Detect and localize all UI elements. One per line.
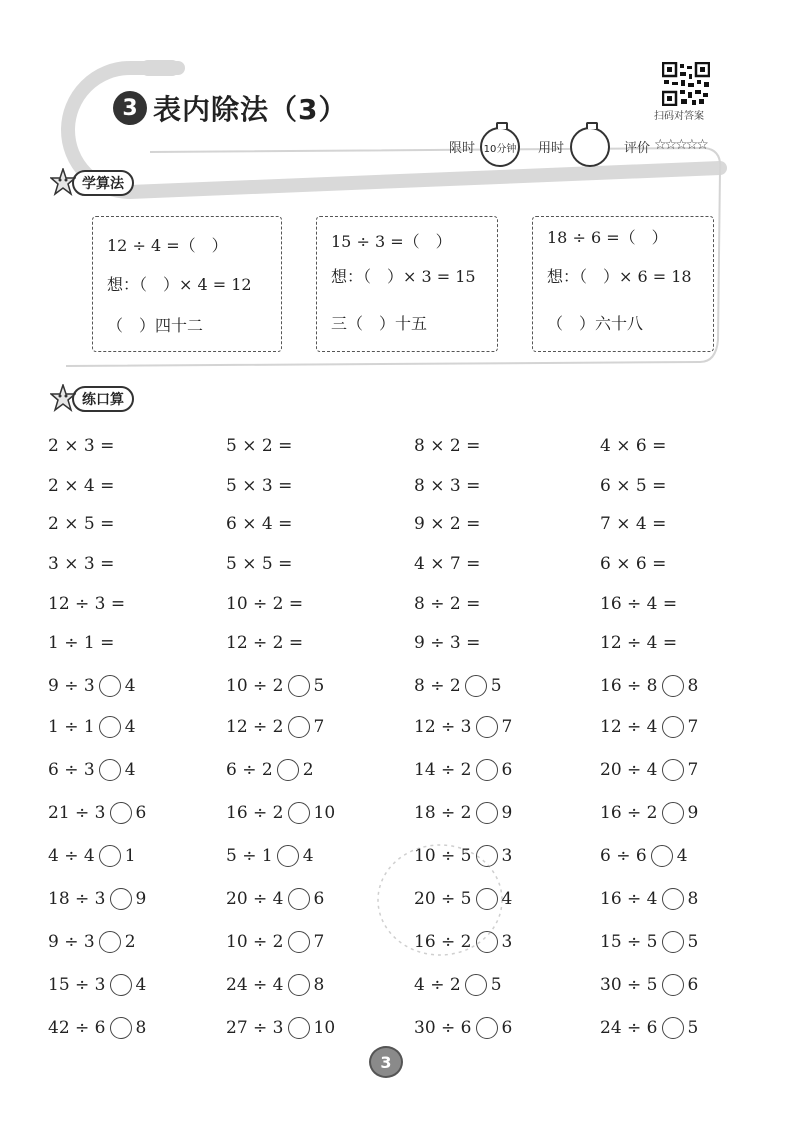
compare-answer-circle[interactable] xyxy=(465,974,487,996)
compare-answer-circle[interactable] xyxy=(476,1017,498,1039)
calc-problem: 5 × 2 = xyxy=(226,436,293,456)
time-limit-value: 10分钟 xyxy=(483,143,517,155)
compare-answer-circle[interactable] xyxy=(110,888,132,910)
compare-expression: 15 ÷ 5 xyxy=(600,932,658,952)
example-think-line: 想：（ ）× 6 = 18 xyxy=(547,267,692,286)
learn-section-badge xyxy=(50,168,134,198)
compare-problem xyxy=(414,759,512,781)
compare-value: 10 xyxy=(313,803,336,823)
compare-expression: 30 ÷ 5 xyxy=(600,975,658,995)
compare-value: 4 xyxy=(135,975,147,995)
compare-expression: 16 ÷ 4 xyxy=(600,889,658,909)
compare-problem xyxy=(600,716,698,738)
time-limit-label: 限时 xyxy=(449,141,476,156)
compare-expression: 24 ÷ 4 xyxy=(226,975,284,995)
compare-value: 3 xyxy=(501,932,513,952)
compare-problem xyxy=(226,1017,335,1039)
compare-expression: 4 ÷ 4 xyxy=(48,846,95,866)
example-box-3 xyxy=(532,216,714,352)
compare-problem xyxy=(600,931,698,953)
example-box-2 xyxy=(316,216,498,352)
compare-answer-circle[interactable] xyxy=(288,888,310,910)
compare-value: 8 xyxy=(135,1018,147,1038)
example-rhyme-line: （ ）四十二 xyxy=(107,316,204,335)
compare-expression: 10 ÷ 5 xyxy=(414,846,472,866)
example-rhyme-line: 三（ ）十五 xyxy=(331,314,428,333)
compare-value: 10 xyxy=(313,1018,336,1038)
compare-answer-circle[interactable] xyxy=(110,974,132,996)
practice-section-label: 练口算 xyxy=(72,386,134,412)
compare-value: 8 xyxy=(687,889,699,909)
compare-answer-circle[interactable] xyxy=(662,716,684,738)
compare-expression: 18 ÷ 2 xyxy=(414,803,472,823)
compare-value: 5 xyxy=(490,975,502,995)
compare-answer-circle[interactable] xyxy=(110,1017,132,1039)
compare-problem xyxy=(414,931,512,953)
compare-answer-circle[interactable] xyxy=(288,1017,310,1039)
compare-value: 7 xyxy=(313,717,325,737)
compare-problem xyxy=(48,931,136,953)
calc-problem: 8 × 2 = xyxy=(414,436,481,456)
compare-answer-circle[interactable] xyxy=(99,675,121,697)
compare-problem xyxy=(226,931,324,953)
compare-value: 9 xyxy=(687,803,699,823)
compare-value: 4 xyxy=(124,676,136,696)
lesson-number-badge: 3 xyxy=(113,91,147,125)
calc-problem: 3 × 3 = xyxy=(48,554,115,574)
compare-expression: 24 ÷ 6 xyxy=(600,1018,658,1038)
example-box-1 xyxy=(92,216,282,352)
compare-answer-circle[interactable] xyxy=(99,716,121,738)
compare-problem xyxy=(48,716,136,738)
compare-expression: 20 ÷ 4 xyxy=(226,889,284,909)
compare-answer-circle[interactable] xyxy=(651,845,673,867)
compare-answer-circle[interactable] xyxy=(288,716,310,738)
example-think-line: 想：（ ）× 3 = 15 xyxy=(331,267,476,286)
time-used-label: 用时 xyxy=(538,141,565,156)
compare-expression: 16 ÷ 2 xyxy=(600,803,658,823)
compare-expression: 12 ÷ 3 xyxy=(414,717,472,737)
qr-code-icon xyxy=(662,62,710,106)
time-used-timer xyxy=(570,127,610,167)
compare-value: 4 xyxy=(676,846,688,866)
compare-problem xyxy=(48,888,146,910)
compare-problem xyxy=(600,888,698,910)
compare-problem xyxy=(226,845,314,867)
compare-problem xyxy=(48,974,146,996)
example-equation: 12 ÷ 4 =（ ） xyxy=(107,236,228,255)
compare-expression: 16 ÷ 2 xyxy=(226,803,284,823)
compare-value: 9 xyxy=(135,889,147,909)
compare-expression: 10 ÷ 2 xyxy=(226,932,284,952)
compare-expression: 20 ÷ 4 xyxy=(600,760,658,780)
compare-value: 6 xyxy=(313,889,325,909)
compare-value: 4 xyxy=(124,717,136,737)
compare-problem xyxy=(226,716,324,738)
compare-answer-circle[interactable] xyxy=(288,974,310,996)
compare-problem xyxy=(600,759,698,781)
compare-expression: 18 ÷ 3 xyxy=(48,889,106,909)
compare-expression: 9 ÷ 3 xyxy=(48,676,95,696)
calc-problem: 12 ÷ 2 = xyxy=(226,633,304,653)
compare-problem xyxy=(414,974,502,996)
compare-value: 6 xyxy=(135,803,147,823)
compare-problem xyxy=(414,888,512,910)
compare-problem xyxy=(414,675,502,697)
compare-problem xyxy=(48,675,136,697)
compare-expression: 1 ÷ 1 xyxy=(48,717,95,737)
learn-section-label: 学算法 xyxy=(72,170,134,196)
calc-problem: 8 × 3 = xyxy=(414,476,481,496)
compare-answer-circle[interactable] xyxy=(476,931,498,953)
compare-answer-circle[interactable] xyxy=(476,716,498,738)
compare-value: 7 xyxy=(687,717,699,737)
compare-expression: 6 ÷ 6 xyxy=(600,846,647,866)
calc-problem: 5 × 5 = xyxy=(226,554,293,574)
compare-value: 3 xyxy=(501,846,513,866)
compare-expression: 6 ÷ 2 xyxy=(226,760,273,780)
compare-problem xyxy=(414,716,512,738)
compare-expression: 10 ÷ 2 xyxy=(226,676,284,696)
compare-problem xyxy=(414,845,512,867)
compare-answer-circle[interactable] xyxy=(288,931,310,953)
compare-answer-circle[interactable] xyxy=(662,675,684,697)
compare-value: 2 xyxy=(124,932,136,952)
calc-problem: 12 ÷ 3 = xyxy=(48,594,126,614)
compare-answer-circle[interactable] xyxy=(110,802,132,824)
calc-problem: 16 ÷ 4 = xyxy=(600,594,678,614)
example-equation: 15 ÷ 3 =（ ） xyxy=(331,232,452,251)
compare-value: 4 xyxy=(124,760,136,780)
compare-problem xyxy=(226,675,324,697)
compare-answer-circle[interactable] xyxy=(277,759,299,781)
compare-value: 4 xyxy=(302,846,314,866)
calc-problem: 4 × 6 = xyxy=(600,436,667,456)
compare-answer-circle[interactable] xyxy=(476,845,498,867)
compare-value: 7 xyxy=(501,717,513,737)
example-rhyme-line: （ ）六十八 xyxy=(547,314,644,333)
compare-answer-circle[interactable] xyxy=(662,888,684,910)
calc-problem: 1 ÷ 1 = xyxy=(48,633,115,653)
compare-value: 9 xyxy=(501,803,513,823)
compare-problem xyxy=(414,1017,512,1039)
compare-answer-circle[interactable] xyxy=(99,931,121,953)
compare-expression: 16 ÷ 2 xyxy=(414,932,472,952)
qr-code-label: 扫码对答案 xyxy=(654,111,704,122)
compare-value: 7 xyxy=(687,760,699,780)
compare-problem xyxy=(226,974,324,996)
compare-expression: 12 ÷ 2 xyxy=(226,717,284,737)
compare-problem xyxy=(226,802,335,824)
compare-answer-circle[interactable] xyxy=(662,1017,684,1039)
compare-problem xyxy=(48,845,136,867)
compare-value: 6 xyxy=(501,1018,513,1038)
compare-expression: 6 ÷ 3 xyxy=(48,760,95,780)
compare-value: 8 xyxy=(313,975,325,995)
compare-expression: 4 ÷ 2 xyxy=(414,975,461,995)
compare-expression: 30 ÷ 6 xyxy=(414,1018,472,1038)
compare-answer-circle[interactable] xyxy=(99,759,121,781)
compare-problem xyxy=(600,802,698,824)
page-title: 表内除法（3） xyxy=(153,93,348,126)
example-think-line: 想：（ ）× 4 = 12 xyxy=(107,275,252,294)
compare-expression: 27 ÷ 3 xyxy=(226,1018,284,1038)
compare-value: 6 xyxy=(687,975,699,995)
practice-section-badge xyxy=(50,384,134,414)
compare-problem xyxy=(414,802,512,824)
calc-problem: 12 ÷ 4 = xyxy=(600,633,678,653)
calc-problem: 6 × 4 = xyxy=(226,514,293,534)
rating-label: 评价 xyxy=(624,141,651,156)
calc-problem: 4 × 7 = xyxy=(414,554,481,574)
time-limit-timer xyxy=(480,127,520,167)
calc-problem: 9 ÷ 3 = xyxy=(414,633,481,653)
calc-problem: 6 × 5 = xyxy=(600,476,667,496)
compare-answer-circle[interactable] xyxy=(476,759,498,781)
compare-problem xyxy=(226,888,324,910)
calc-problem: 7 × 4 = xyxy=(600,514,667,534)
compare-problem xyxy=(600,675,698,697)
mascot-star-icon xyxy=(50,384,76,414)
compare-answer-circle[interactable] xyxy=(288,675,310,697)
compare-expression: 20 ÷ 5 xyxy=(414,889,472,909)
compare-answer-circle[interactable] xyxy=(476,802,498,824)
compare-problem xyxy=(48,759,136,781)
calc-problem: 2 × 4 = xyxy=(48,476,115,496)
compare-answer-circle[interactable] xyxy=(662,759,684,781)
compare-value: 5 xyxy=(313,676,325,696)
compare-problem xyxy=(600,845,688,867)
compare-expression: 15 ÷ 3 xyxy=(48,975,106,995)
compare-value: 7 xyxy=(313,932,325,952)
calc-problem: 6 × 6 = xyxy=(600,554,667,574)
calc-problem: 2 × 5 = xyxy=(48,514,115,534)
compare-problem xyxy=(600,1017,698,1039)
compare-problem xyxy=(226,759,314,781)
compare-value: 2 xyxy=(302,760,314,780)
compare-answer-circle[interactable] xyxy=(662,931,684,953)
compare-problem xyxy=(48,1017,146,1039)
compare-expression: 16 ÷ 8 xyxy=(600,676,658,696)
compare-answer-circle[interactable] xyxy=(465,675,487,697)
compare-expression: 8 ÷ 2 xyxy=(414,676,461,696)
calc-problem: 9 × 2 = xyxy=(414,514,481,534)
rating-stars: ☆☆☆☆☆ xyxy=(654,137,707,153)
example-equation: 18 ÷ 6 =（ ） xyxy=(547,228,668,247)
calc-problem: 5 × 3 = xyxy=(226,476,293,496)
compare-answer-circle[interactable] xyxy=(476,888,498,910)
compare-value: 5 xyxy=(490,676,502,696)
compare-value: 6 xyxy=(501,760,513,780)
compare-expression: 5 ÷ 1 xyxy=(226,846,273,866)
calc-problem: 2 × 3 = xyxy=(48,436,115,456)
compare-value: 1 xyxy=(124,846,136,866)
compare-answer-circle[interactable] xyxy=(662,974,684,996)
compare-value: 5 xyxy=(687,1018,699,1038)
compare-answer-circle[interactable] xyxy=(288,802,310,824)
compare-expression: 12 ÷ 4 xyxy=(600,717,658,737)
calc-problem: 10 ÷ 2 = xyxy=(226,594,304,614)
mascot-star-icon xyxy=(50,168,76,198)
compare-answer-circle[interactable] xyxy=(99,845,121,867)
compare-value: 5 xyxy=(687,932,699,952)
calc-problem: 8 ÷ 2 = xyxy=(414,594,481,614)
compare-expression: 9 ÷ 3 xyxy=(48,932,95,952)
compare-problem xyxy=(48,802,146,824)
page-number-badge: 3 xyxy=(369,1046,403,1078)
compare-expression: 21 ÷ 3 xyxy=(48,803,106,823)
compare-value: 8 xyxy=(687,676,699,696)
compare-expression: 14 ÷ 2 xyxy=(414,760,472,780)
compare-answer-circle[interactable] xyxy=(662,802,684,824)
compare-value: 4 xyxy=(501,889,513,909)
compare-answer-circle[interactable] xyxy=(277,845,299,867)
compare-problem xyxy=(600,974,698,996)
compare-expression: 42 ÷ 6 xyxy=(48,1018,106,1038)
